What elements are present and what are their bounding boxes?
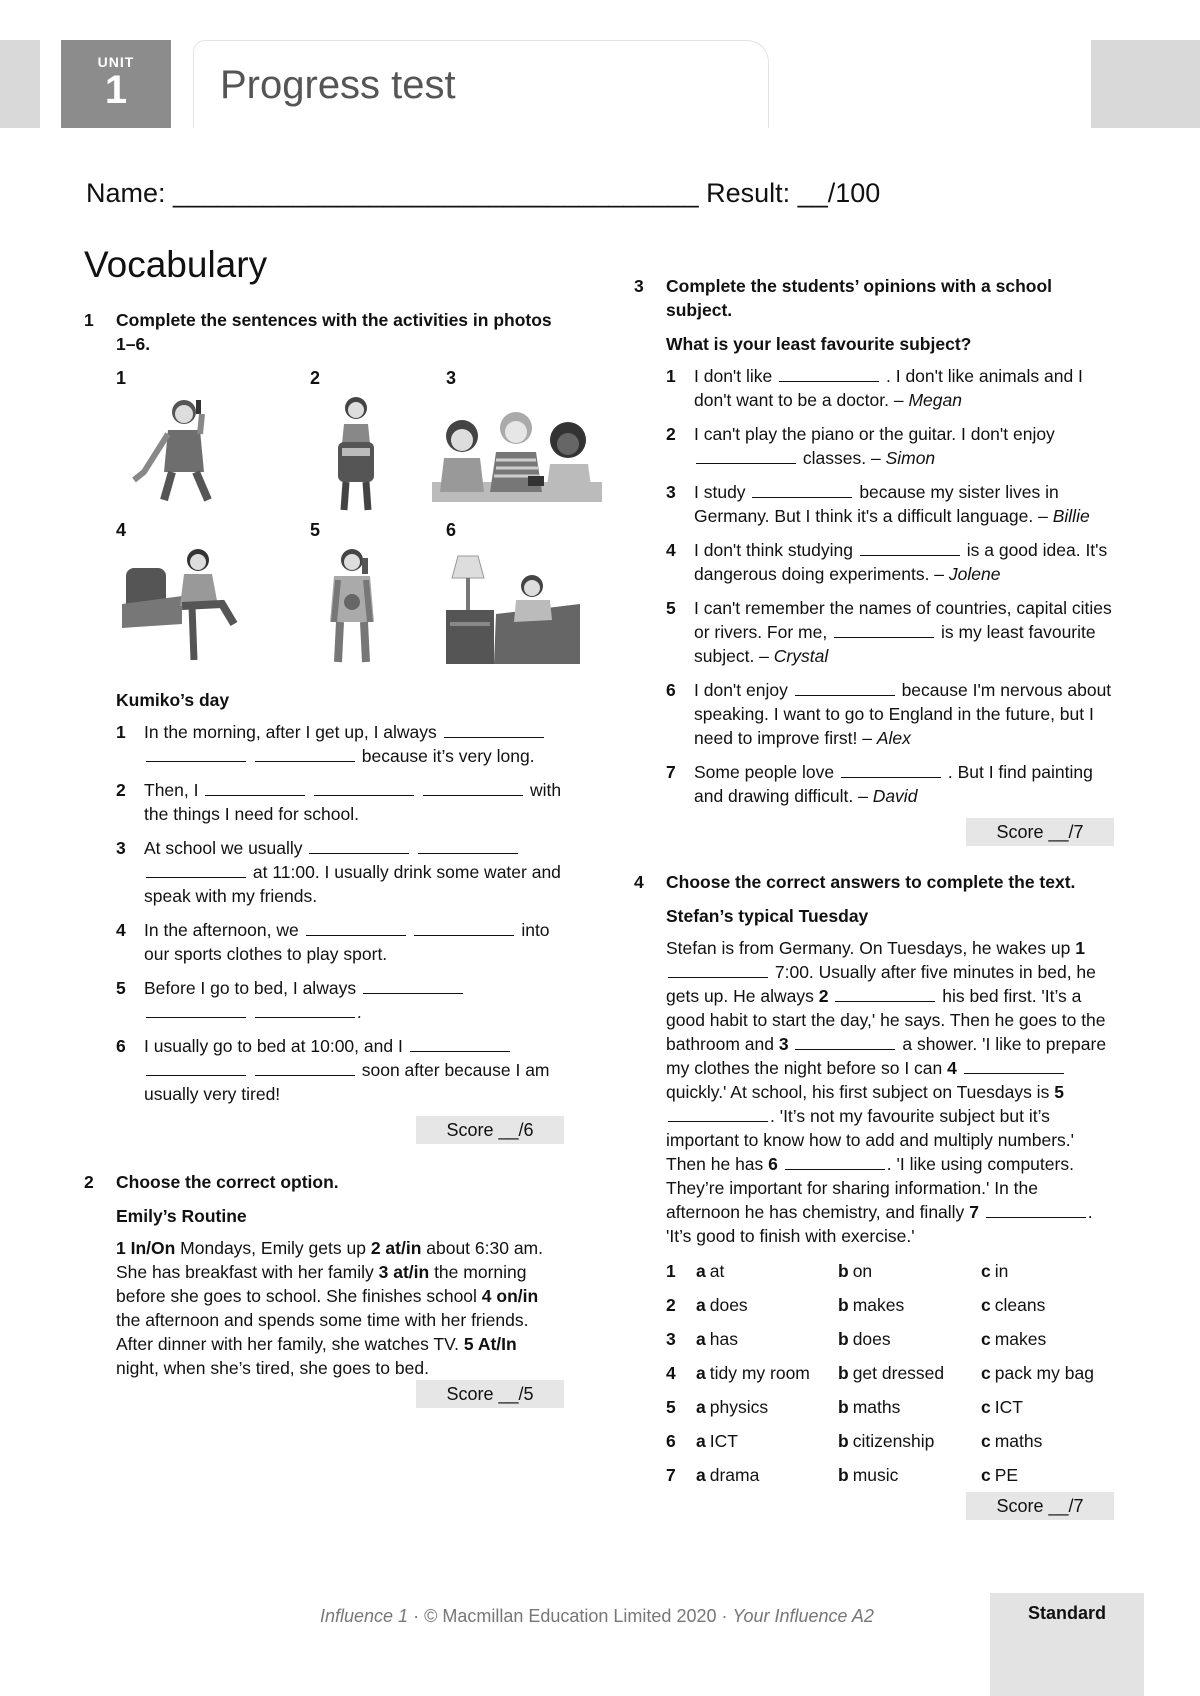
level-label: Standard <box>1027 1603 1106 1623</box>
item-pre: I don't like <box>694 366 773 386</box>
para-text: . 'It’s not my favourite subject but it’s important to know how to add and multiply numbers.' Then he has <box>666 1106 1074 1174</box>
option-number: 5 <box>666 1397 676 1417</box>
answer-blank[interactable] <box>779 366 879 382</box>
ex4-options <box>666 1254 1114 1492</box>
ex4-text <box>666 936 1114 1248</box>
item-number: 3 <box>116 838 126 858</box>
item-pre: I don't enjoy <box>694 680 788 700</box>
para-text: the afternoon and spends some time with her friends. After dinner with her family, she watches TV. <box>116 1310 529 1354</box>
list-item <box>116 1034 564 1106</box>
answer-blank[interactable] <box>146 862 246 878</box>
answer-blank[interactable] <box>785 1154 885 1170</box>
option-c[interactable] <box>981 1429 1111 1453</box>
ex3-items <box>666 364 1114 808</box>
option-letter: b <box>838 1261 849 1281</box>
right-column <box>634 274 1114 1520</box>
item-post: is a good idea. It's dangerous doing experiments. – <box>694 540 1108 584</box>
ex2-instruction: Choose the correct option. <box>116 1172 339 1192</box>
item-number: 7 <box>666 762 676 782</box>
ex2-subheading: Emily’s Routine <box>116 1206 247 1226</box>
item-number: 5 <box>666 598 676 618</box>
option-text: pack my bag <box>994 1363 1094 1383</box>
option-a[interactable] <box>696 1293 838 1317</box>
list-item <box>116 720 564 768</box>
student-name: Simon <box>885 448 936 468</box>
option-c[interactable] <box>981 1361 1111 1385</box>
option-row <box>666 1356 1114 1390</box>
option-text: drama <box>709 1465 760 1485</box>
answer-blank[interactable] <box>423 780 523 796</box>
option-text: maths <box>994 1431 1043 1451</box>
answer-blank[interactable] <box>146 746 246 762</box>
option-b[interactable] <box>838 1395 981 1419</box>
item-number: 4 <box>666 540 676 560</box>
list-item <box>666 538 1114 586</box>
answer-blank[interactable] <box>668 1106 768 1122</box>
list-item <box>666 678 1114 750</box>
ex2-score: Score __/5 <box>416 1380 564 1408</box>
para-text: 7:00. Usually after five minutes in bed, he gets up. He always <box>666 962 1096 1006</box>
item-post: classes. – <box>802 448 881 468</box>
item-post: because I'm nervous about speaking. I want to go to England in the future, but I need to improve first! – <box>694 680 1112 748</box>
answer-blank[interactable] <box>795 1034 895 1050</box>
option-text: in <box>994 1261 1009 1281</box>
item-number: 3 <box>666 482 676 502</box>
list-item <box>116 918 564 966</box>
option-text: ICT <box>709 1431 738 1451</box>
item-pre: Some people love <box>694 762 835 782</box>
photo-label-6: 6 <box>446 520 457 540</box>
student-name: Crystal <box>773 646 829 666</box>
option-letter: c <box>981 1329 991 1349</box>
item-post: is my least favourite subject. – <box>694 622 1096 666</box>
option-number: 3 <box>666 1329 676 1349</box>
option-text: music <box>852 1465 899 1485</box>
item-text <box>144 836 564 908</box>
para-text: . 'I like using computers. They’re important for sharing information.' In the afternoon he has chemistry, and finally <box>666 1154 1074 1222</box>
list-item <box>116 976 564 1024</box>
answer-blank[interactable] <box>418 838 518 854</box>
option-letter: c <box>981 1363 991 1383</box>
item-post: because it’s very long. <box>361 746 535 766</box>
option-letter: b <box>838 1329 849 1349</box>
item-post: because my sister lives in Germany. But I think it's a difficult language. – <box>694 482 1059 526</box>
left-column <box>84 308 564 1408</box>
item-pre: I study <box>694 482 746 502</box>
item-pre: In the afternoon, we <box>144 920 299 940</box>
option-letter: c <box>981 1295 991 1315</box>
option-letter: a <box>696 1363 706 1383</box>
answer-blank[interactable] <box>668 962 768 978</box>
para-text: quickly.' At school, his first subject on Tuesdays is <box>666 1082 1050 1102</box>
photo-label-2: 2 <box>310 368 321 388</box>
item-post: into our sports clothes to play sport. <box>144 920 550 964</box>
option-letter: a <box>696 1397 706 1417</box>
option-text: makes <box>994 1329 1047 1349</box>
answer-blank[interactable] <box>841 762 941 778</box>
item-pre: I can't play the piano or the guitar. I don't enjoy <box>694 424 1055 444</box>
ex4-subheading: Stefan’s typical Tuesday <box>666 906 869 926</box>
option-text: at <box>709 1261 725 1281</box>
answer-blank[interactable] <box>314 780 414 796</box>
option-text: citizenship <box>852 1431 935 1451</box>
option-letter: b <box>838 1397 849 1417</box>
option-text: has <box>709 1329 738 1349</box>
item-number: 2 <box>116 780 126 800</box>
answer-blank[interactable] <box>835 986 935 1002</box>
list-item <box>666 364 1114 412</box>
photo-label-5: 5 <box>310 520 321 540</box>
student-name: Alex <box>876 728 911 748</box>
footer-book: Influence 1 <box>320 1606 409 1626</box>
option-number: 4 <box>666 1363 676 1383</box>
item-post: with the things I need for school. <box>144 780 562 824</box>
footer-copyright: · © Macmillan Education Limited 2020 · <box>408 1606 733 1626</box>
answer-blank[interactable] <box>964 1058 1064 1074</box>
ex3-instruction: Complete the students’ opinions with a school subject. <box>666 276 1052 320</box>
answer-blank[interactable] <box>752 482 852 498</box>
para-text: Mondays, Emily gets up <box>175 1238 371 1258</box>
photo-label-1: 1 <box>116 368 127 388</box>
para-text: about 6:30 am. She has breakfast with her family <box>116 1238 544 1282</box>
item-number: 6 <box>666 680 676 700</box>
gap-option[interactable]: 3 at/in <box>378 1262 430 1282</box>
answer-blank[interactable] <box>306 920 406 936</box>
student-name: Jolene <box>948 564 1001 584</box>
option-row <box>666 1288 1114 1322</box>
option-a[interactable] <box>696 1395 838 1419</box>
ex3-heading <box>634 274 1114 322</box>
section-title: Vocabulary <box>84 244 268 285</box>
ex2-number: 2 <box>84 1172 94 1192</box>
option-letter: c <box>981 1465 991 1485</box>
para-text: the morning before she goes to school. She finishes school <box>116 1262 527 1306</box>
ex1-subheading: Kumiko’s day <box>116 690 230 710</box>
option-row <box>666 1254 1114 1288</box>
para-text: . 'It’s good to finish with exercise.' <box>666 1202 1093 1246</box>
level-badge <box>990 1593 1144 1696</box>
option-b[interactable] <box>838 1293 981 1317</box>
option-c[interactable] <box>981 1259 1111 1283</box>
option-text: on <box>852 1261 873 1281</box>
result-value: __/100 <box>797 178 881 208</box>
list-item <box>666 480 1114 528</box>
answer-blank[interactable] <box>834 622 934 638</box>
option-c[interactable] <box>981 1395 1111 1419</box>
option-letter: b <box>838 1295 849 1315</box>
photo-girl-drinking <box>312 544 392 664</box>
ex4-heading <box>634 870 1114 894</box>
photo-girl-phone <box>124 392 244 502</box>
answer-blank[interactable] <box>696 448 796 464</box>
ex1-score: Score __/6 <box>416 1116 564 1144</box>
header-left-bar <box>0 40 40 128</box>
option-letter: a <box>696 1295 706 1315</box>
option-letter: a <box>696 1329 706 1349</box>
option-number: 2 <box>666 1295 676 1315</box>
option-letter: b <box>838 1363 849 1383</box>
option-b[interactable] <box>838 1429 981 1453</box>
item-post: at 11:00. I usually drink some water and speak with my friends. <box>144 862 561 906</box>
option-row <box>666 1424 1114 1458</box>
header-right-bar <box>1091 40 1200 128</box>
item-number: 4 <box>116 920 126 940</box>
option-text: get dressed <box>852 1363 945 1383</box>
gap-number: 2 <box>818 986 829 1006</box>
item-text <box>694 678 1114 750</box>
gap-option[interactable]: 4 on/in <box>481 1286 539 1306</box>
gap-number: 6 <box>768 1154 778 1174</box>
student-name: Billie <box>1052 506 1090 526</box>
unit-badge <box>61 40 171 128</box>
option-letter: a <box>696 1261 706 1281</box>
item-post: . I don't like animals and I don't want to be a doctor. – <box>694 366 1083 410</box>
option-a[interactable] <box>696 1463 838 1487</box>
para-text: Stefan is from Germany. On Tuesdays, he wakes up <box>666 938 1071 958</box>
option-number: 1 <box>666 1261 676 1281</box>
ex2-heading <box>84 1170 564 1194</box>
option-letter: c <box>981 1431 991 1451</box>
item-text <box>694 364 1114 412</box>
option-letter: b <box>838 1431 849 1451</box>
answer-blank[interactable] <box>986 1202 1086 1218</box>
item-text <box>694 538 1114 586</box>
title-tab <box>193 40 769 128</box>
item-pre: In the morning, after I get up, I always <box>144 722 437 742</box>
item-text <box>144 918 564 966</box>
name-blank: ___________________________________ <box>173 178 699 208</box>
option-letter: c <box>981 1397 991 1417</box>
option-a[interactable] <box>696 1327 838 1351</box>
list-item <box>666 422 1114 470</box>
option-c[interactable] <box>981 1327 1111 1351</box>
photo-girl-bag <box>316 392 396 512</box>
item-number: 1 <box>116 722 126 742</box>
answer-blank[interactable] <box>146 1002 246 1018</box>
list-item <box>116 778 564 826</box>
item-text <box>144 976 564 1024</box>
answer-blank[interactable] <box>309 838 409 854</box>
option-a[interactable] <box>696 1429 838 1453</box>
item-post: soon after because I am usually very tired! <box>144 1060 550 1104</box>
ex2-text <box>116 1236 564 1380</box>
option-text: tidy my room <box>709 1363 810 1383</box>
option-text: cleans <box>994 1295 1046 1315</box>
ex1-heading <box>84 308 564 356</box>
photo-three-girls <box>432 402 602 502</box>
item-number: 6 <box>116 1036 126 1056</box>
item-text <box>694 596 1114 668</box>
photo-grid <box>116 366 566 676</box>
item-pre: Before I go to bed, I always <box>144 978 357 998</box>
item-text <box>694 422 1114 470</box>
item-text <box>144 1034 564 1106</box>
para-text: his bed first. 'It’s a good habit to start the day,' he says. Then he goes to the bathroom and <box>666 986 1106 1054</box>
option-text: does <box>852 1329 891 1349</box>
name-result-line <box>86 178 986 209</box>
gap-number: 4 <box>947 1058 957 1078</box>
answer-blank[interactable] <box>255 1060 355 1076</box>
option-text: physics <box>709 1397 769 1417</box>
option-row <box>666 1458 1114 1492</box>
ex4-number: 4 <box>634 872 644 892</box>
item-number: 1 <box>666 366 676 386</box>
item-text <box>694 480 1114 528</box>
answer-blank[interactable] <box>795 680 895 696</box>
student-name: Megan <box>908 390 962 410</box>
ex3-score: Score __/7 <box>966 818 1114 846</box>
answer-blank[interactable] <box>410 1036 510 1052</box>
option-c[interactable] <box>981 1463 1111 1487</box>
item-pre: I don't think studying <box>694 540 853 560</box>
option-b[interactable] <box>838 1259 981 1283</box>
option-text: makes <box>852 1295 905 1315</box>
page-title: Progress test <box>220 63 456 107</box>
result-label: Result: <box>706 178 791 208</box>
name-label: Name: <box>86 178 166 208</box>
item-text <box>694 760 1114 808</box>
item-text <box>144 720 564 768</box>
item-post: . <box>356 1002 362 1022</box>
gap-option[interactable]: 2 at/in <box>370 1238 422 1258</box>
option-a[interactable] <box>696 1259 838 1283</box>
option-b[interactable] <box>838 1463 981 1487</box>
option-letter: a <box>696 1465 706 1485</box>
unit-label: UNIT <box>97 54 135 70</box>
option-text: ICT <box>994 1397 1023 1417</box>
gap-number: 3 <box>778 1034 789 1054</box>
unit-number: 1 <box>104 68 128 112</box>
ex1-instruction: Complete the sentences with the activities in photos 1–6. <box>116 310 552 354</box>
item-pre: I can't remember the names of countries, capital cities or rivers. For me, <box>694 598 1112 642</box>
option-number: 6 <box>666 1431 676 1451</box>
footer-series: Your Influence A2 <box>732 1606 874 1626</box>
ex1-items <box>116 720 564 1106</box>
item-number: 2 <box>666 424 676 444</box>
item-pre: I usually go to bed at 10:00, and I <box>144 1036 403 1056</box>
option-letter: b <box>838 1465 849 1485</box>
list-item <box>666 760 1114 808</box>
para-text: night, when she’s tired, she goes to bed. <box>116 1358 429 1378</box>
option-b[interactable] <box>838 1361 981 1385</box>
answer-blank[interactable] <box>444 722 544 738</box>
list-item <box>116 836 564 908</box>
option-number: 7 <box>666 1465 676 1485</box>
footer-credit <box>320 1606 874 1627</box>
answer-blank[interactable] <box>255 746 355 762</box>
item-pre: Then, I <box>144 780 199 800</box>
photo-girl-dressing <box>122 544 242 664</box>
option-b[interactable] <box>838 1327 981 1351</box>
option-c[interactable] <box>981 1293 1111 1317</box>
gap-number: 5 <box>1054 1082 1064 1102</box>
option-text: maths <box>852 1397 901 1417</box>
item-number: 5 <box>116 978 126 998</box>
gap-number: 7 <box>969 1202 979 1222</box>
ex3-question: What is your least favourite subject? <box>666 334 972 354</box>
gap-option[interactable]: 1 In/On <box>116 1238 176 1258</box>
answer-blank[interactable] <box>860 540 960 556</box>
option-row <box>666 1390 1114 1424</box>
answer-blank[interactable] <box>414 920 514 936</box>
gap-number: 1 <box>1075 938 1085 958</box>
photo-girl-bed <box>446 544 580 664</box>
ex4-score: Score __/7 <box>966 1492 1114 1520</box>
answer-blank[interactable] <box>146 1060 246 1076</box>
option-letter: a <box>696 1431 706 1451</box>
ex4-instruction: Choose the correct answers to complete the text. <box>666 872 1076 892</box>
photo-label-3: 3 <box>446 368 457 388</box>
para-text: a shower. 'I like to prepare my clothes the night before so I can <box>666 1034 1107 1078</box>
option-row <box>666 1322 1114 1356</box>
item-pre: At school we usually <box>144 838 303 858</box>
list-item <box>666 596 1114 668</box>
option-a[interactable] <box>696 1361 838 1385</box>
gap-option[interactable]: 5 At/In <box>463 1334 517 1354</box>
item-post: . But I find painting and drawing difficult. – <box>694 762 1093 806</box>
student-name: David <box>872 786 918 806</box>
photo-label-4: 4 <box>116 520 127 540</box>
option-letter: c <box>981 1261 991 1281</box>
option-text: does <box>709 1295 748 1315</box>
ex1-number: 1 <box>84 310 94 330</box>
answer-blank[interactable] <box>205 780 305 796</box>
option-text: PE <box>994 1465 1019 1485</box>
answer-blank[interactable] <box>363 978 463 994</box>
item-text <box>144 778 564 826</box>
answer-blank[interactable] <box>255 1002 355 1018</box>
ex3-number: 3 <box>634 276 644 296</box>
